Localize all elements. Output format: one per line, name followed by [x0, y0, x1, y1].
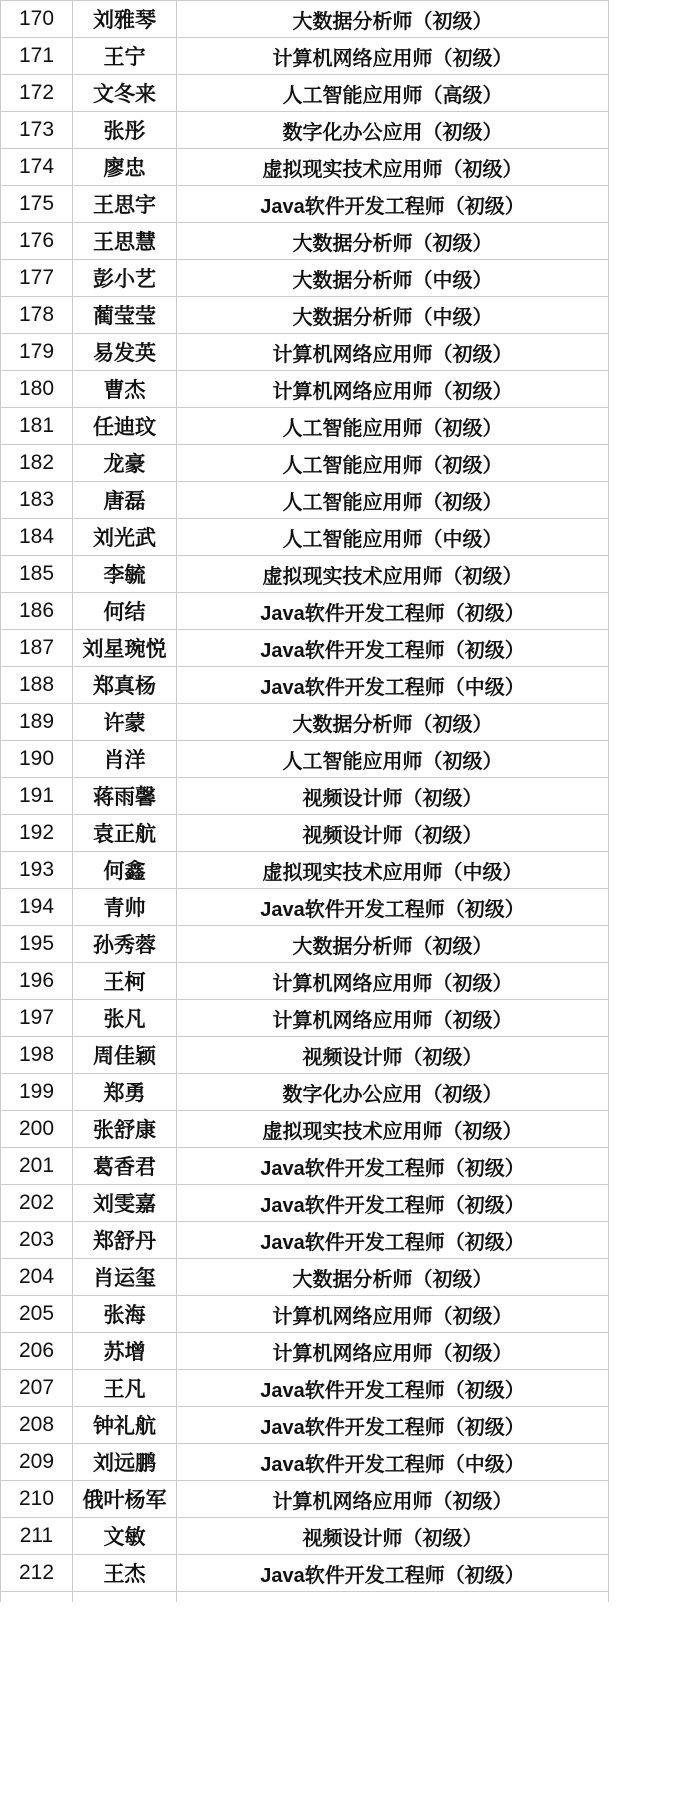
- cell-id: 195: [1, 926, 73, 963]
- cell-name: 钟礼航: [73, 1407, 177, 1444]
- cell-certificate: Java软件开发工程师（中级）: [177, 1444, 609, 1481]
- cell-name: 文冬来: [73, 75, 177, 112]
- table-row: [1, 556, 609, 593]
- table-row: [1, 334, 609, 371]
- cell-id: 187: [1, 630, 73, 667]
- cell-certificate: 人工智能应用师（中级）: [177, 519, 609, 556]
- cell-certificate: Java软件开发工程师（初级）: [177, 1222, 609, 1259]
- table-row: [1, 1, 609, 38]
- table-row: [1, 38, 609, 75]
- cell-name: 郑舒丹: [73, 1222, 177, 1259]
- table-row: [1, 1296, 609, 1333]
- cell-id: 182: [1, 445, 73, 482]
- cell-name: 刘星琬悦: [73, 630, 177, 667]
- cell-certificate: 大数据分析师（初级）: [177, 1, 609, 38]
- cell-clipped: [1, 1592, 73, 1603]
- cell-certificate: Java软件开发工程师（初级）: [177, 1555, 609, 1592]
- cell-name: 郑勇: [73, 1074, 177, 1111]
- cell-certificate: Java软件开发工程师（中级）: [177, 667, 609, 704]
- cell-certificate: 计算机网络应用师（初级）: [177, 1333, 609, 1370]
- table-row: [1, 1407, 609, 1444]
- cell-name: 张彤: [73, 112, 177, 149]
- cell-name: 肖运玺: [73, 1259, 177, 1296]
- table-row: [1, 593, 609, 630]
- cell-certificate: 虚拟现实技术应用师（初级）: [177, 149, 609, 186]
- cell-name: 王思宇: [73, 186, 177, 223]
- table-row: [1, 408, 609, 445]
- cell-certificate: 大数据分析师（初级）: [177, 1259, 609, 1296]
- table-row: [1, 963, 609, 1000]
- cell-id: 190: [1, 741, 73, 778]
- table-row: [1, 1111, 609, 1148]
- cell-clipped: [177, 1592, 609, 1603]
- table-row: [1, 1333, 609, 1370]
- cell-id: 170: [1, 1, 73, 38]
- table-row: [1, 1259, 609, 1296]
- table-row: [1, 260, 609, 297]
- cell-certificate: 计算机网络应用师（初级）: [177, 334, 609, 371]
- table-row: [1, 926, 609, 963]
- cell-name: 王柯: [73, 963, 177, 1000]
- table-row: [1, 1185, 609, 1222]
- cell-name: 刘雯嘉: [73, 1185, 177, 1222]
- cell-id: 206: [1, 1333, 73, 1370]
- table-row: [1, 149, 609, 186]
- table-row: [1, 1000, 609, 1037]
- cell-certificate: Java软件开发工程师（初级）: [177, 889, 609, 926]
- cell-name: 青帅: [73, 889, 177, 926]
- cell-certificate: 大数据分析师（初级）: [177, 926, 609, 963]
- cell-certificate: 计算机网络应用师（初级）: [177, 1481, 609, 1518]
- cell-id: 186: [1, 593, 73, 630]
- table-row: [1, 1222, 609, 1259]
- cell-certificate: 大数据分析师（中级）: [177, 297, 609, 334]
- cell-id: 178: [1, 297, 73, 334]
- table-row: [1, 1037, 609, 1074]
- table-row: [1, 519, 609, 556]
- cell-certificate: 人工智能应用师（初级）: [177, 408, 609, 445]
- table-row: [1, 1555, 609, 1592]
- table-row: [1, 667, 609, 704]
- cell-name: 唐磊: [73, 482, 177, 519]
- cell-id: 181: [1, 408, 73, 445]
- cell-id: 194: [1, 889, 73, 926]
- cell-name: 易发英: [73, 334, 177, 371]
- cell-id: 171: [1, 38, 73, 75]
- cell-certificate: 视频设计师（初级）: [177, 1518, 609, 1555]
- cell-name: 许蒙: [73, 704, 177, 741]
- cell-id: 185: [1, 556, 73, 593]
- cell-name: 王杰: [73, 1555, 177, 1592]
- cell-name: 郑真杨: [73, 667, 177, 704]
- cell-id: 179: [1, 334, 73, 371]
- cell-id: 174: [1, 149, 73, 186]
- cell-name: 蔺莹莹: [73, 297, 177, 334]
- cell-id: 200: [1, 1111, 73, 1148]
- cell-name: 张海: [73, 1296, 177, 1333]
- cell-certificate: 人工智能应用师（高级）: [177, 75, 609, 112]
- table-row: [1, 223, 609, 260]
- cell-certificate: Java软件开发工程师（初级）: [177, 186, 609, 223]
- cell-certificate: 计算机网络应用师（初级）: [177, 1296, 609, 1333]
- cell-id: 211: [1, 1518, 73, 1555]
- cell-id: 193: [1, 852, 73, 889]
- cell-certificate: Java软件开发工程师（初级）: [177, 1148, 609, 1185]
- table-row: [1, 741, 609, 778]
- table-row: [1, 186, 609, 223]
- cell-id: 175: [1, 186, 73, 223]
- cell-certificate: 计算机网络应用师（初级）: [177, 371, 609, 408]
- cell-name: 刘雅琴: [73, 1, 177, 38]
- cell-name: 任迪玟: [73, 408, 177, 445]
- cell-id: 209: [1, 1444, 73, 1481]
- table-row: [1, 1518, 609, 1555]
- cell-certificate: Java软件开发工程师（初级）: [177, 593, 609, 630]
- cell-id: 204: [1, 1259, 73, 1296]
- table-row: [1, 778, 609, 815]
- cell-certificate: 虚拟现实技术应用师（中级）: [177, 852, 609, 889]
- cell-certificate: 虚拟现实技术应用师（初级）: [177, 556, 609, 593]
- table-row: [1, 445, 609, 482]
- cell-certificate: Java软件开发工程师（初级）: [177, 630, 609, 667]
- table-row-clipped: [1, 1592, 609, 1603]
- cell-name: 王宁: [73, 38, 177, 75]
- table-row: [1, 75, 609, 112]
- cell-name: 刘远鹏: [73, 1444, 177, 1481]
- table-row: [1, 371, 609, 408]
- cell-name: 王凡: [73, 1370, 177, 1407]
- table-row: [1, 297, 609, 334]
- cell-name: 曹杰: [73, 371, 177, 408]
- cell-id: 202: [1, 1185, 73, 1222]
- cell-name: 龙豪: [73, 445, 177, 482]
- cell-id: 184: [1, 519, 73, 556]
- cell-id: 189: [1, 704, 73, 741]
- cell-name: 张凡: [73, 1000, 177, 1037]
- cell-name: 彭小艺: [73, 260, 177, 297]
- table-row: [1, 852, 609, 889]
- table-row: [1, 889, 609, 926]
- cell-id: 207: [1, 1370, 73, 1407]
- cell-certificate: 计算机网络应用师（初级）: [177, 1000, 609, 1037]
- cell-certificate: 大数据分析师（初级）: [177, 704, 609, 741]
- cell-id: 205: [1, 1296, 73, 1333]
- cell-certificate: 大数据分析师（初级）: [177, 223, 609, 260]
- table-row: [1, 1074, 609, 1111]
- cell-certificate: 视频设计师（初级）: [177, 778, 609, 815]
- cell-certificate: 视频设计师（初级）: [177, 815, 609, 852]
- cell-certificate: 计算机网络应用师（初级）: [177, 963, 609, 1000]
- cell-id: 197: [1, 1000, 73, 1037]
- cell-id: 173: [1, 112, 73, 149]
- cell-certificate: 人工智能应用师（初级）: [177, 482, 609, 519]
- cell-certificate: 虚拟现实技术应用师（初级）: [177, 1111, 609, 1148]
- cell-certificate: 人工智能应用师（初级）: [177, 741, 609, 778]
- cell-certificate: Java软件开发工程师（初级）: [177, 1185, 609, 1222]
- cell-name: 蒋雨馨: [73, 778, 177, 815]
- cell-id: 210: [1, 1481, 73, 1518]
- table-row: [1, 630, 609, 667]
- cell-id: 199: [1, 1074, 73, 1111]
- table-row: [1, 704, 609, 741]
- cell-id: 180: [1, 371, 73, 408]
- cell-name: 葛香君: [73, 1148, 177, 1185]
- table-row: [1, 482, 609, 519]
- cell-id: 192: [1, 815, 73, 852]
- cell-name: 俄叶杨军: [73, 1481, 177, 1518]
- cell-id: 183: [1, 482, 73, 519]
- cell-name: 苏增: [73, 1333, 177, 1370]
- cell-name: 张舒康: [73, 1111, 177, 1148]
- cell-name: 孙秀蓉: [73, 926, 177, 963]
- cell-certificate: 人工智能应用师（初级）: [177, 445, 609, 482]
- table-row: [1, 1148, 609, 1185]
- cell-id: 176: [1, 223, 73, 260]
- table-row: [1, 112, 609, 149]
- cell-id: 177: [1, 260, 73, 297]
- cell-name: 廖忠: [73, 149, 177, 186]
- cell-name: 何结: [73, 593, 177, 630]
- cell-id: 203: [1, 1222, 73, 1259]
- cell-id: 188: [1, 667, 73, 704]
- cell-name: 刘光武: [73, 519, 177, 556]
- table-row: [1, 815, 609, 852]
- cell-id: 201: [1, 1148, 73, 1185]
- cell-name: 周佳颖: [73, 1037, 177, 1074]
- roster-table-body: [1, 1, 609, 1603]
- cell-id: 212: [1, 1555, 73, 1592]
- table-row: [1, 1370, 609, 1407]
- cell-id: 198: [1, 1037, 73, 1074]
- cell-certificate: 数字化办公应用（初级）: [177, 112, 609, 149]
- table-row: [1, 1444, 609, 1481]
- cell-clipped: [73, 1592, 177, 1603]
- cell-name: 袁正航: [73, 815, 177, 852]
- cell-certificate: 大数据分析师（中级）: [177, 260, 609, 297]
- cell-certificate: Java软件开发工程师（初级）: [177, 1407, 609, 1444]
- cell-name: 何鑫: [73, 852, 177, 889]
- cell-name: 王思慧: [73, 223, 177, 260]
- table-row: [1, 1481, 609, 1518]
- cell-certificate: 数字化办公应用（初级）: [177, 1074, 609, 1111]
- cell-id: 172: [1, 75, 73, 112]
- cell-id: 191: [1, 778, 73, 815]
- cell-certificate: Java软件开发工程师（初级）: [177, 1370, 609, 1407]
- cell-name: 文敏: [73, 1518, 177, 1555]
- cell-certificate: 视频设计师（初级）: [177, 1037, 609, 1074]
- cell-name: 肖洋: [73, 741, 177, 778]
- cell-name: 李毓: [73, 556, 177, 593]
- cell-id: 208: [1, 1407, 73, 1444]
- cell-id: 196: [1, 963, 73, 1000]
- cell-certificate: 计算机网络应用师（初级）: [177, 38, 609, 75]
